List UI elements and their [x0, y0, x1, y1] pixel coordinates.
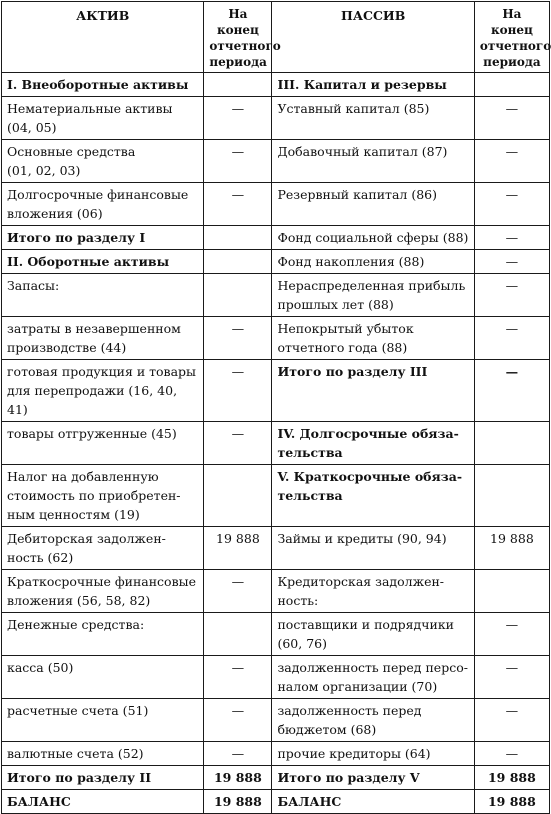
table-row — [2, 317, 550, 360]
table-row — [2, 73, 550, 97]
aktiv-value: — — [204, 742, 272, 766]
aktiv-value: — — [204, 422, 272, 465]
header-passiv-period: На конец отчетного периода — [474, 2, 549, 73]
passiv-item: задолженность перед персо- налом организации (70) — [272, 656, 474, 699]
balance-sheet-table — [1, 1, 550, 814]
passiv-item: поставщики и подрядчики (60, 76) — [272, 613, 474, 656]
passiv-value: 19 888 — [474, 790, 549, 814]
passiv-item: Уставный капитал (85) — [272, 97, 474, 140]
passiv-value: — — [474, 97, 549, 140]
aktiv-value — [204, 250, 272, 274]
passiv-value: — — [474, 742, 549, 766]
table-row — [2, 226, 550, 250]
passiv-value: — — [474, 699, 549, 742]
table-row — [2, 766, 550, 790]
table-row — [2, 699, 550, 742]
passiv-value — [474, 465, 549, 527]
passiv-item: Фонд накопления (88) — [272, 250, 474, 274]
aktiv-item: Налог на добавленную стоимость по приобретен- ным ценностям (19) — [2, 465, 204, 527]
aktiv-item: Дебиторская задолжен- ность (62) — [2, 527, 204, 570]
passiv-value: 19 888 — [474, 766, 549, 790]
passiv-item: Резервный капитал (86) — [272, 183, 474, 226]
passiv-value: — — [474, 140, 549, 183]
aktiv-item: Денежные средства: — [2, 613, 204, 656]
header-aktiv-period: На конец отчетного периода — [204, 2, 272, 73]
aktiv-item: товары отгруженные (45) — [2, 422, 204, 465]
aktiv-value: — — [204, 317, 272, 360]
aktiv-value: — — [204, 360, 272, 422]
passiv-item: Займы и кредиты (90, 94) — [272, 527, 474, 570]
header-row — [2, 2, 550, 73]
table-row — [2, 570, 550, 613]
passiv-value — [474, 73, 549, 97]
passiv-value: — — [474, 360, 549, 422]
table-row — [2, 613, 550, 656]
table-row — [2, 790, 550, 814]
aktiv-value: — — [204, 699, 272, 742]
aktiv-item: Запасы: — [2, 274, 204, 317]
table-row — [2, 465, 550, 527]
passiv-value — [474, 570, 549, 613]
aktiv-item: касса (50) — [2, 656, 204, 699]
passiv-item: Нераспределенная прибыль прошлых лет (88) — [272, 274, 474, 317]
table-row — [2, 97, 550, 140]
table-body — [2, 73, 550, 814]
table-row — [2, 183, 550, 226]
aktiv-value: 19 888 — [204, 766, 272, 790]
passiv-item: Фонд социальной сферы (88) — [272, 226, 474, 250]
aktiv-item: Итого по разделу I — [2, 226, 204, 250]
header-passiv: ПАССИВ — [272, 2, 474, 73]
passiv-value: — — [474, 274, 549, 317]
aktiv-value: — — [204, 183, 272, 226]
passiv-item: Добавочный капитал (87) — [272, 140, 474, 183]
passiv-value: — — [474, 317, 549, 360]
aktiv-item: затраты в незавершенном производстве (44) — [2, 317, 204, 360]
aktiv-item: Итого по разделу II — [2, 766, 204, 790]
passiv-item: Непокрытый убыток отчетного года (88) — [272, 317, 474, 360]
aktiv-item: готовая продукция и товары для перепродажи (16, 40, 41) — [2, 360, 204, 422]
aktiv-item: расчетные счета (51) — [2, 699, 204, 742]
table-row — [2, 527, 550, 570]
passiv-item: Кредиторская задолжен- ность: — [272, 570, 474, 613]
passiv-item: задолженность перед бюджетом (68) — [272, 699, 474, 742]
passiv-value — [474, 422, 549, 465]
table-row — [2, 274, 550, 317]
aktiv-item: Долгосрочные финансовые вложения (06) — [2, 183, 204, 226]
passiv-value: — — [474, 250, 549, 274]
aktiv-value: 19 888 — [204, 790, 272, 814]
aktiv-item: валютные счета (52) — [2, 742, 204, 766]
passiv-item: V. Краткосрочные обяза- тельства — [272, 465, 474, 527]
passiv-value: — — [474, 226, 549, 250]
aktiv-value: — — [204, 140, 272, 183]
aktiv-value: — — [204, 570, 272, 613]
aktiv-item: I. Внеоборотные активы — [2, 73, 204, 97]
aktiv-item: Краткосрочные финансовые вложения (56, 58, 82) — [2, 570, 204, 613]
aktiv-value: — — [204, 97, 272, 140]
table-row — [2, 140, 550, 183]
passiv-item: Итого по разделу V — [272, 766, 474, 790]
aktiv-value: 19 888 — [204, 527, 272, 570]
aktiv-item: II. Оборотные активы — [2, 250, 204, 274]
aktiv-value: — — [204, 656, 272, 699]
passiv-value: — — [474, 183, 549, 226]
aktiv-value — [204, 613, 272, 656]
aktiv-item: Нематериальные активы (04, 05) — [2, 97, 204, 140]
table-row — [2, 360, 550, 422]
passiv-value: — — [474, 613, 549, 656]
passiv-item: Итого по разделу III — [272, 360, 474, 422]
passiv-item: прочие кредиторы (64) — [272, 742, 474, 766]
aktiv-item: БАЛАНС — [2, 790, 204, 814]
table-row — [2, 422, 550, 465]
passiv-item: III. Капитал и резервы — [272, 73, 474, 97]
aktiv-value — [204, 73, 272, 97]
table-row — [2, 250, 550, 274]
aktiv-value — [204, 274, 272, 317]
table-row — [2, 656, 550, 699]
header-aktiv: АКТИВ — [2, 2, 204, 73]
passiv-value: 19 888 — [474, 527, 549, 570]
passiv-item: БАЛАНС — [272, 790, 474, 814]
table-row — [2, 742, 550, 766]
aktiv-value — [204, 226, 272, 250]
passiv-value: — — [474, 656, 549, 699]
aktiv-item: Основные средства (01, 02, 03) — [2, 140, 204, 183]
aktiv-value — [204, 465, 272, 527]
passiv-item: IV. Долгосрочные обяза- тельства — [272, 422, 474, 465]
